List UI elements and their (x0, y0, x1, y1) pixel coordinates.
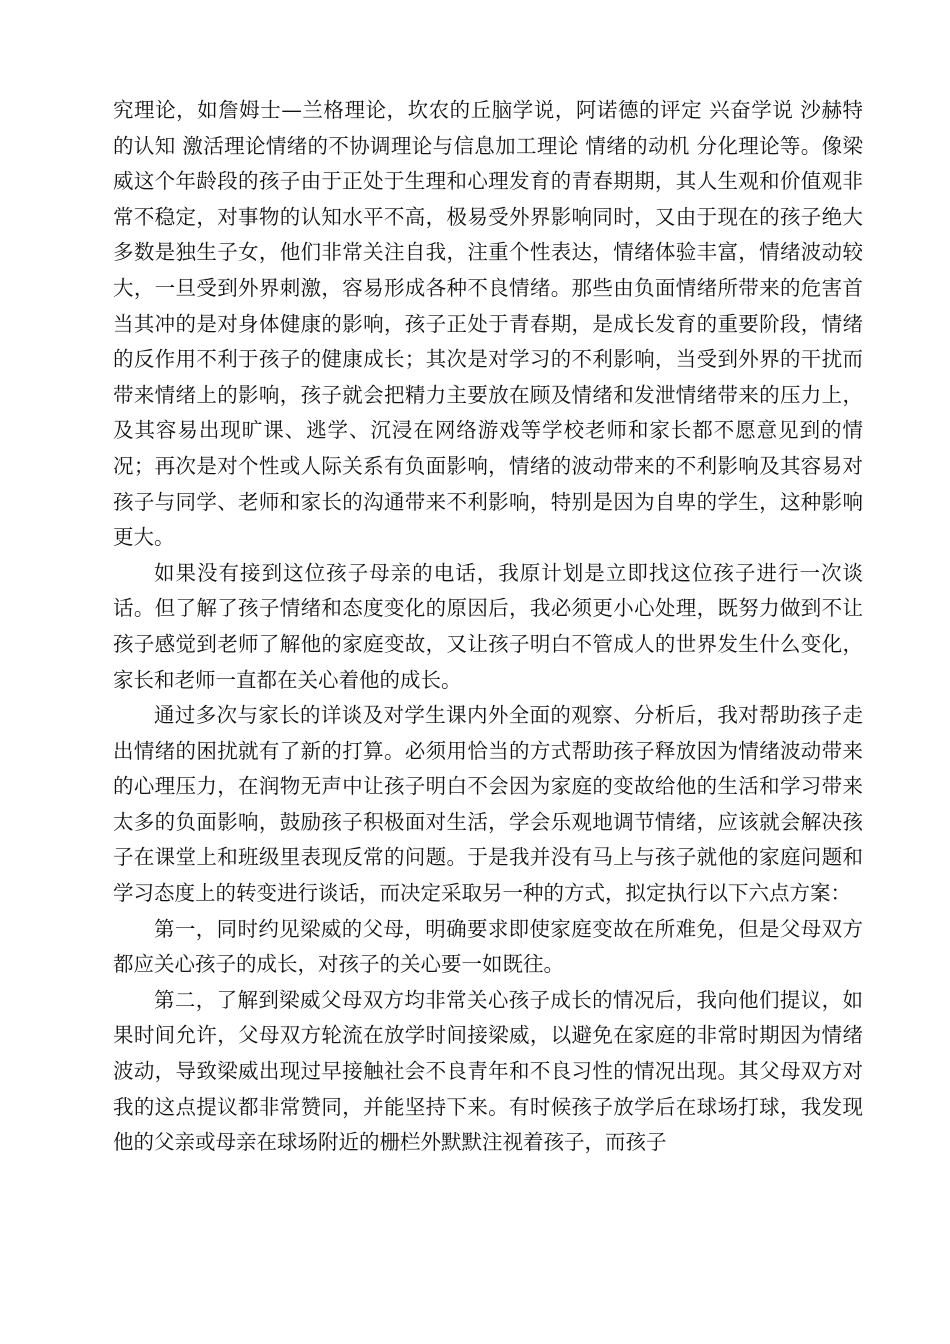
paragraph-new-plan: 通过多次与家长的详谈及对学生课内外全面的观察、分析后，我对帮助孩子走出情绪的困扰就有了新的打算。必须用恰当的方式帮助孩子释放因为情绪波动带来的心理压力，在润物无声中让孩子明白不会因为家庭的变故给他的生活和学习带来太多的负面影响，鼓励孩子积极面对生活，学会乐观地调节情绪，应该就会解决孩子在课堂上和班级里表现反常的问题。于是我并没有马上与孩子就他的家庭问题和学习态度上的转变进行谈话，而决定采取另一种的方式，拟定执行以下六点方案： (113, 703, 863, 906)
paragraph-mother-call: 如果没有接到这位孩子母亲的电话，我原计划是立即找这位孩子进行一次谈话。但了解了孩子情绪和态度变化的原因后，我必须更小心处理，既努力做到不让孩子感觉到老师了解他的家庭变故，又让孩子明白不管成人的世界发生什么变化，家长和老师一直都在关心着他的成长。 (113, 560, 863, 692)
paragraph-step-two: 第二，了解到梁威父母双方均非常关心孩子成长的情况后，我向他们提议，如果时间允许，父母双方轮流在放学时间接梁威，以避免在家庭的非常时期因为情绪波动，导致梁威出现过早接触社会不良青年和不良习性的情况出现。其父母双方对我的这点提议都非常赞同，并能坚持下来。有时候孩子放学后在球场打球，我发现他的父亲或母亲在球场附近的栅栏外默默注视着孩子，而孩子 (113, 987, 863, 1155)
document-page (113, 93, 863, 1161)
paragraph-step-one: 第一，同时约见梁威的父母，明确要求即使家庭变故在所难免，但是父母双方都应关心孩子的成长，对孩子的关心要一如既往。 (113, 916, 863, 977)
paragraph-theory-continuation: 究理论，如詹姆士—兰格理论，坎农的丘脑学说，阿诺德的评定 兴奋学说 沙赫特的认知 激活理论情绪的不协调理论与信息加工理论 情绪的动机 分化理论等。像梁威这个年龄段的孩子由于正处于生理和心理发育的青春期期，其人生观和价值观非常不稳定，对事物的认知水平不高，极易受外界影响同时，又由于现在的孩子绝大多数是独生子女，他们非常关注自我，注重个性表达，情绪体验丰富，情绪波动较大，一旦受到外界刺激，容易形成各种不良情绪。那些由负面情绪所带来的危害首当其冲的是对身体健康的影响，孩子正处于青春期，是成长发育的重要阶段，情绪的反作用不利于孩子的健康成长；其次是对学习的不利影响，当受到外界的干扰而带来情绪上的影响，孩子就会把精力主要放在顾及情绪和发泄情绪带来的压力上，及其容易出现旷课、逃学、沉浸在网络游戏等学校老师和家长都不愿意见到的情况；再次是对个性或人际关系有负面影响，情绪的波动带来的不利影响及其容易对孩子与同学、老师和家长的沟通带来不利影响，特别是因为自卑的学生，这种影响更大。 (113, 98, 863, 550)
